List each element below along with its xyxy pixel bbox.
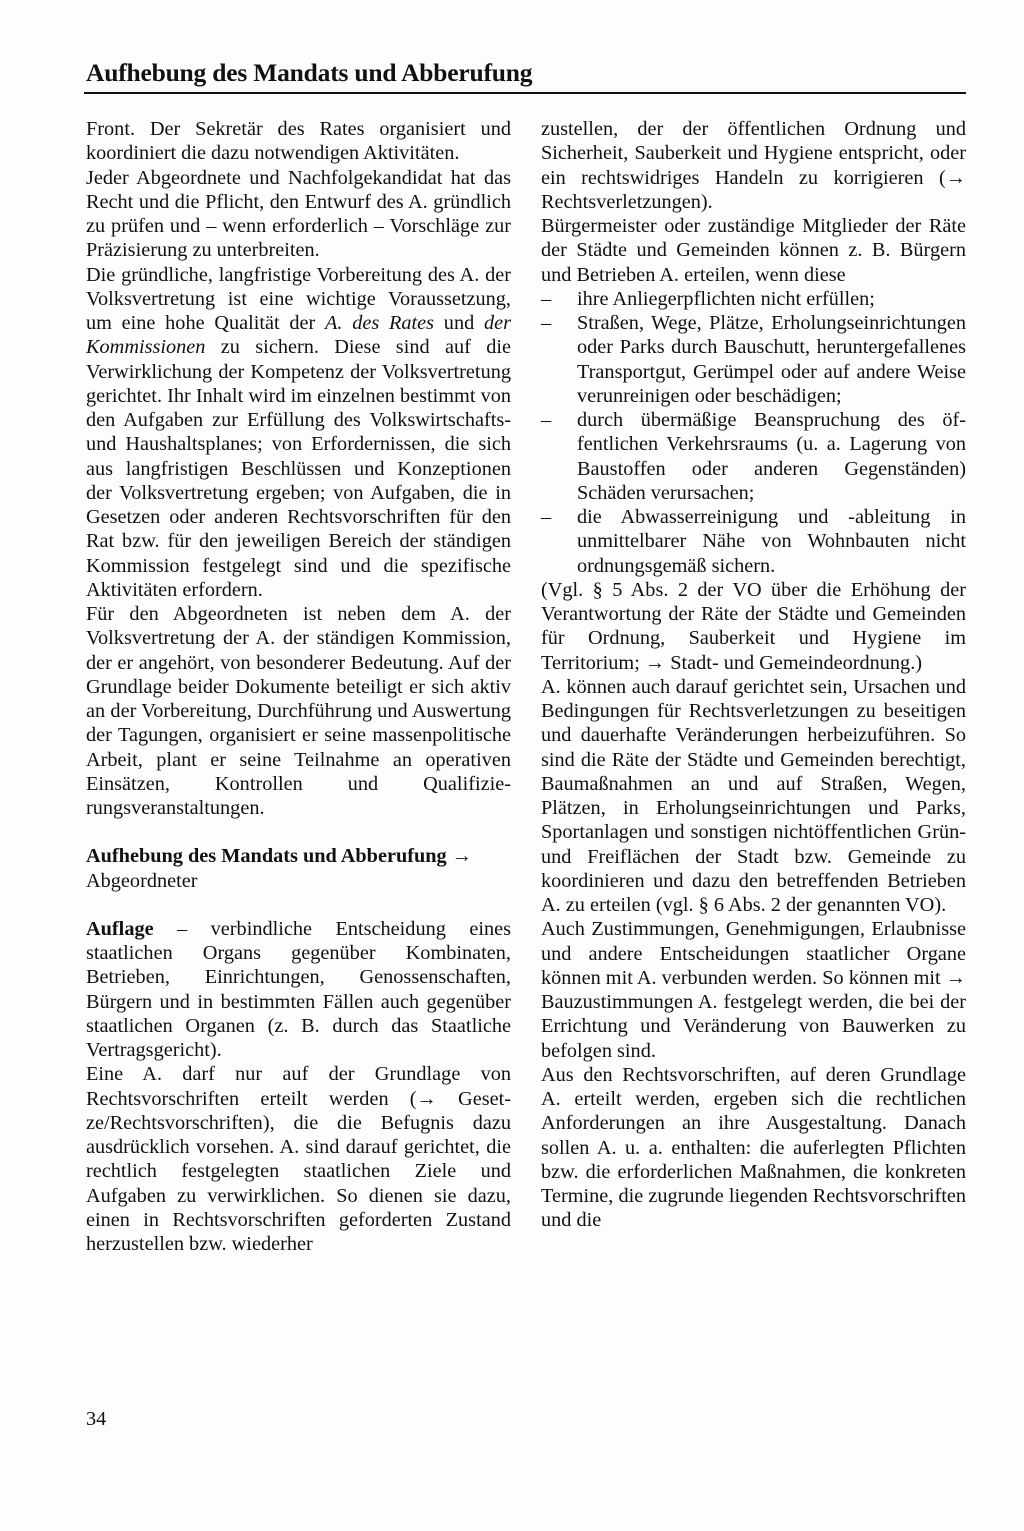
text-run: und [434, 312, 484, 334]
spacer [86, 820, 511, 844]
dash-list [541, 287, 966, 578]
text-run: Die gründliche, langfristige Vorbereitung des A. der Volksvertretung ist eine wichtige Voraussetzung, um eine hohe Qualität der [86, 263, 511, 334]
italic-term: A. des Rates [325, 312, 435, 334]
paragraph: Bürgermeister oder zuständige Mitglieder der Räte der Städte und Gemeinden können z. B. Bürgern und Betrieben A. erteilen, wenn diese [541, 215, 966, 286]
right-column [541, 117, 966, 1233]
spacer [86, 893, 511, 917]
text-run: – verbindliche Entscheidung eines staatlichen Organs gegenüber Kombinaten, Betrieben, Einrichtungen, Genossenschaften, Bürgern und in bestimmten Fällen auch gegenüber staatlichen Organen (z. B. durch das Staatliche Vertragsgericht). [86, 917, 511, 1061]
paragraph: zustellen, der der öffentlichen Ordnung und Sicherheit, Sauberkeit und Hygiene entspricht, oder ein rechtswidriges Handeln zu korrigieren (→ Rechtsverletzungen). [541, 118, 966, 213]
italic-term: der Kommissionen [86, 312, 512, 359]
list-item: – durch übermäßige Beanspruchung des öffentlichen Verkehrsraums (u. a. Lagerung von Baustoffen oder anderen Gegenständen) Schäden verursachen; [541, 408, 966, 505]
cross-reference: Abgeordneter [86, 869, 198, 892]
list-item: – die Abwasserreinigung und -ableitung in unmittelbarer Nähe von Wohnbauten nicht ordnungsgemäß sichern. [541, 505, 966, 578]
entry-term: Aufhebung des Mandats und Abberufung → [86, 845, 473, 868]
paragraph: A. können auch darauf gerichtet sein, Ursachen und Bedingungen für Rechtsverletzungen zu beseitigen und dauerhafte Veränderungen herbeizuführen. So sind die Räte der Städte und Gemeinden berechtigt, Baumaßnahmen an und auf Straßen, Wegen, Plätzen, in Erholungseinrichtungen und Parks, Sportanlagen und sonstigen nichtöffentlichen Grün- und Freiflächen der Stadt bzw. Gemeinde zu koordinieren und dazu den betreffenden Betrieben A. zu erteilen (vgl. § 6 Abs. 2 der genannten VO). [541, 675, 966, 916]
header-rule [84, 92, 966, 94]
paragraph [86, 263, 511, 603]
paragraph: (Vgl. § 5 Abs. 2 der VO über die Erhöhung der Verantwortung der Räte der Städte und Gemeinden für Ordnung, Sauberkeit und Hygiene im Territorium; → Stadt- und Gemeindeordnung.) [541, 578, 966, 674]
running-head: Aufhebung des Mandats und Abberufung [86, 58, 533, 87]
paragraph: Auch Zustimmungen, Genehmigungen, Erlaubnisse und andere Entscheidungen staatlicher Organe können mit A. verbunden werden. So können mit → Bauzustimmungen A. festgelegt werden, die bei der Errichtung und Veränderung von Bauwerken zu befolgen sind. [541, 918, 966, 1062]
paragraph: Aus den Rechtsvorschriften, auf deren Grundlage A. erteilt werden, ergeben sich die rechtlichen Anforderungen an ihre Ausgestaltung. Danach sollen A. u. a. enthalten: die auferlegten Pflichten bzw. die erforderlichen Maßnahmen, die konkreten Termine, die zugrunde liegenden Rechtsvorschriften und die [541, 1063, 966, 1232]
paragraph: Eine A. darf nur auf der Grundlage von Rechtsvorschriften erteilt werden (→ Gesetze/Rechtsvorschriften), die die Befugnis dazu ausdrücklich vorsehen. A. sind darauf gerichtet, die rechtlich festgelegten staatlichen Ziele und Aufgaben zu verwirklichen. So dienen sie dazu, einen in Rechtsvorschriften geforderten Zustand herzustellen bzw. wiederher [86, 1063, 511, 1255]
list-item: – ihre Anliegerpflichten nicht erfüllen; [541, 287, 966, 311]
left-column [86, 117, 511, 1256]
text-run: zu sichern. Diese sind auf die Verwirklichung der Kompetenz der Volksvertretung gerichtet. Ihr Inhalt wird im einzelnen bestimmt von den Aufgaben zur Erfüllung des Volkswirtschafts- und Haushaltsplanes; von Erfordernissen, die sich aus langfristigen Beschlüssen und Konzeptionen der Volksvertretung ergeben; von Aufgaben, die in Gesetzen oder anderen Rechtsvorschriften für den Rat bzw. für den jeweiligen Bereich der ständigen Kommission festgelegt sind und die spezifische Aktivitäten erfordern. [86, 336, 511, 601]
entry-definition [86, 917, 511, 1063]
page-number: 34 [86, 1408, 107, 1430]
list-item: – Straßen, Wege, Plätze, Erholungseinrichtungen oder Parks durch Bauschutt, heruntergefallenes Transportgut, Gerümpel oder auf andere Weise verunreinigen oder beschädigen; [541, 311, 966, 408]
paragraph: Für den Abgeordneten ist neben dem A. der Volksvertretung der A. der ständigen Kommission, der er angehört, von besonderer Bedeutung. Auf der Grundlage beider Dokumente beteiligt er sich aktiv an der Vorbereitung, Durchführung und Auswertung der Tagungen, organisiert er seine massenpolitische Arbeit, plant er seine Teilnahme an operativen Einsätzen, Kontrollen und Qualifizierungsveranstaltungen. [86, 603, 511, 819]
entry-heading [86, 844, 511, 893]
entry-term: Auflage [86, 917, 154, 940]
paragraph: Jeder Abgeordnete und Nachfolgekandidat hat das Recht und die Pflicht, den Entwurf des A. gründlich zu prüfen und – wenn erforderlich – Vorschläge zur Präzisierung zu unterbreiten. [86, 166, 511, 262]
paragraph: Front. Der Sekretär des Rates organisiert und koordiniert die dazu notwendigen Aktivitäten. [86, 118, 511, 165]
